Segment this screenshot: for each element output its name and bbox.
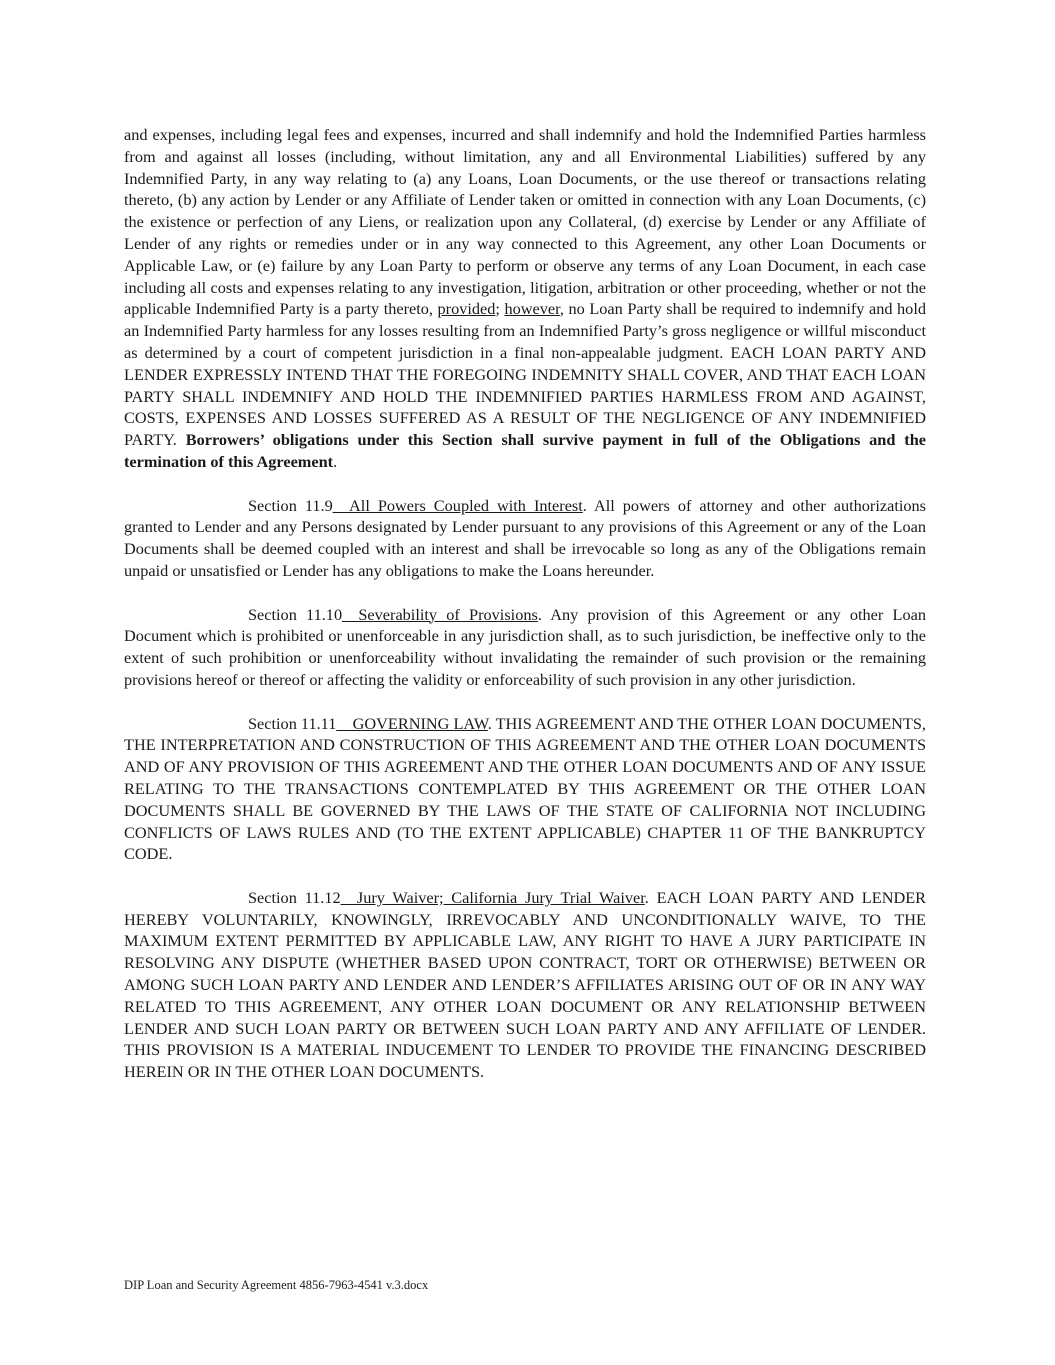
section-number: Section 11.11 xyxy=(248,713,337,733)
section-title: __Severability of Provisions xyxy=(342,604,538,624)
section-11-9 xyxy=(124,495,926,582)
document-footer: DIP Loan and Security Agreement 4856-7963-4541 v.3.docx xyxy=(124,1278,429,1292)
section-title: __GOVERNING LAW xyxy=(336,713,488,733)
section-11-11 xyxy=(124,713,926,866)
indemnity-text-a: and expenses, including legal fees and expenses, incurred and shall indemnify and hold the Indemnified Parties harmless from and against all losses (including, without limitation, any and all Environmental Liabilities) suffered by any Indemnified Party, in any way relating to (a) any Loans, Loan Documents, or the use thereof or transactions relating thereto, (b) any action by Lender or any Affiliate of Lender taken or omitted in connection with any Loan Documents, (c) the existence or perfection of any Liens, or realization upon any Collateral, (d) exercise by Lender or any Affiliate of Lender of any rights or remedies under or in any way connected to this Agreement, any other Loan Documents or Applicable Law, or (e) failure by any Loan Party to perform or observe any terms of any Loan Document, in each case including all costs and expenses relating to any investigation, litigation, arbitration or other proceeding, whether or not the applicable Indemnified Party is a party thereto, xyxy=(124,125,926,319)
section-body: . All powers of attorney and other authorizations granted to Lender and any Persons designated by Lender pursuant to any provisions of this Agreement or any of the Loan Documents shall be deemed coupled with an interest and shall be irrevocable so long as any of the Obligations remain unpaid or unsatisfied or Lender has any obligations to make the Loans hereunder. xyxy=(124,495,926,580)
section-title: __Jury Waiver; California Jury Trial Waiver xyxy=(340,887,645,907)
section-body: . EACH LOAN PARTY AND LENDER HEREBY VOLUNTARILY, KNOWINGLY, IRREVOCABLY AND UNCONDITIONALLY WAIVE, TO THE MAXIMUM EXTENT PERMITTED BY APPLICABLE LAW, ANY RIGHT TO HAVE A JURY PARTICIPATE IN RESOLVING ANY DISPUTE (WHETHER BASED UPON CONTRACT, TORT OR OTHERWISE) BETWEEN OR AMONG SUCH LOAN PARTY AND LENDER AND LENDER’S AFFILIATES ARISING OUT OF OR IN ANY WAY RELATED TO THIS AGREEMENT, ANY OTHER LOAN DOCUMENT OR ANY RELATIONSHIP BETWEEN LENDER AND SUCH LOAN PARTY OR BETWEEN SUCH LOAN PARTY AND ANY AFFILIATE OF LENDER. THIS PROVISION IS A MATERIAL INDUCEMENT TO LENDER TO PROVIDE THE FINANCING DESCRIBED HEREIN OR IN THE OTHER LOAN DOCUMENTS. xyxy=(124,887,927,1082)
section-body: . THIS AGREEMENT AND THE OTHER LOAN DOCUMENTS, THE INTERPRETATION AND CONSTRUCTION OF THIS AGREEMENT AND THE OTHER LOAN DOCUMENTS AND OF ANY PROVISION OF THIS AGREEMENT AND THE OTHER LOAN DOCUMENTS AND OF ANY ISSUE RELATING TO THE TRANSACTIONS CONTEMPLATED BY THIS AGREEMENT OR THE OTHER LOAN DOCUMENTS SHALL BE GOVERNED BY THE LAWS OF THE STATE OF CALIFORNIA NOT INCLUDING CONFLICTS OF LAWS RULES AND (TO THE EXTENT APPLICABLE) CHAPTER 11 OF THE BANKRUPTCY CODE. xyxy=(124,713,926,864)
semicolon: ; xyxy=(495,299,505,319)
however-term: however xyxy=(504,299,560,319)
document-page xyxy=(124,124,926,1105)
section-11-12 xyxy=(124,887,926,1083)
indemnity-paragraph xyxy=(124,124,926,473)
survival-clause: Borrowers’ obligations under this Section shall survive payment in full of the Obligations and the termination of this Agreement xyxy=(124,430,926,471)
section-11-10 xyxy=(124,604,926,691)
indemnity-text-b: , no Loan Party shall be required to indemnify and hold an Indemnified Party harmless for any losses resulting from an Indemnified Party’s gross negligence or willful misconduct as determined by a court of competent jurisdiction in a final non-appealable judgment. EACH LOAN PARTY AND LENDER EXPRESSLY INTEND THAT THE FOREGOING INDEMNITY SHALL COVER, AND THAT EACH LOAN PARTY SHALL INDEMNIFY AND HOLD THE INDEMNIFIED PARTIES HARMLESS FROM AND AGAINST, COSTS, EXPENSES AND LOSSES SUFFERED AS A RESULT OF THE NEGLIGENCE OF ANY INDEMNIFIED PARTY. xyxy=(124,299,926,450)
section-number: Section 11.9 xyxy=(248,495,333,515)
provided-term: provided xyxy=(437,299,496,319)
section-title: __All Powers Coupled with Interest xyxy=(332,495,583,515)
section-body: . Any provision of this Agreement or any other Loan Document which is prohibited or unenforceable in any jurisdiction shall, as to such jurisdiction, be ineffective only to the extent of such prohibition or unenforceability without invalidating the remainder of such provision or the remaining provisions hereof or thereof or affecting the validity or enforceability of such provision in any other jurisdiction. xyxy=(124,604,927,689)
section-number: Section 11.12 xyxy=(248,887,341,907)
indemnity-end: . xyxy=(333,451,338,471)
section-number: Section 11.10 xyxy=(248,604,343,624)
